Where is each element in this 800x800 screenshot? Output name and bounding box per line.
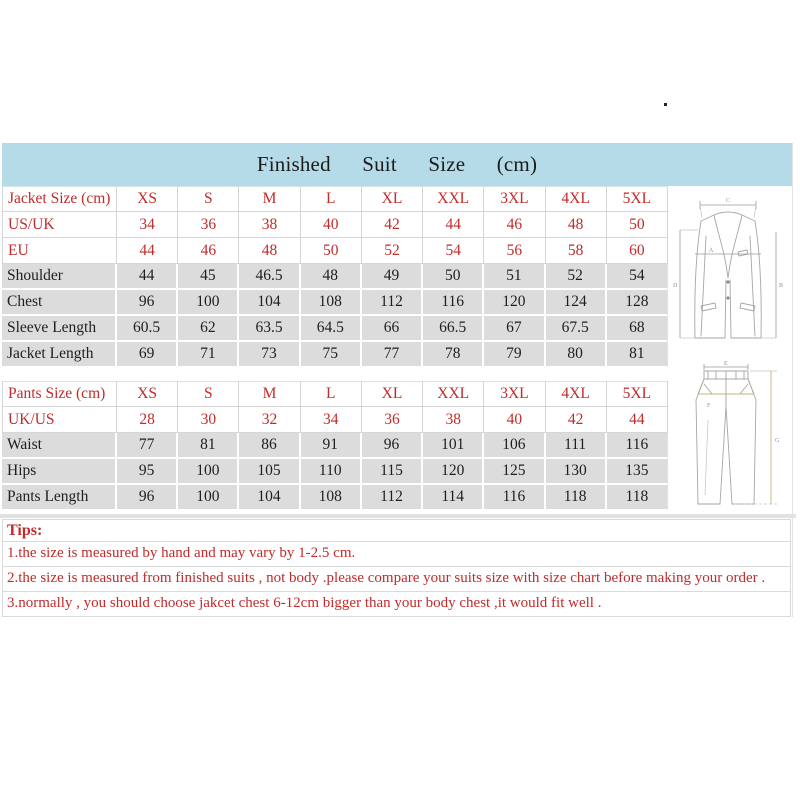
- table-row: [2, 264, 668, 290]
- size-cell: 81: [607, 342, 668, 368]
- size-cell: 42: [362, 212, 423, 238]
- size-cell: 48: [301, 264, 362, 290]
- size-cell: 77: [362, 342, 423, 368]
- size-column-header: L: [301, 186, 362, 212]
- size-cell: 106: [484, 433, 545, 459]
- size-cell: 71: [178, 342, 239, 368]
- size-cell: 49: [362, 264, 423, 290]
- size-cell: 67.5: [546, 316, 607, 342]
- size-cell: 52: [546, 264, 607, 290]
- size-cell: 104: [239, 485, 300, 511]
- size-cell: 46: [484, 212, 545, 238]
- size-cell: 54: [423, 238, 484, 264]
- size-column-header: 3XL: [484, 186, 545, 212]
- tip-item: 3.normally , you should choose jakcet chest 6-12cm bigger than your body chest ,it would fit well .: [2, 592, 791, 617]
- size-cell: 120: [484, 290, 545, 316]
- size-column-header: S: [178, 381, 239, 407]
- jacket-label-b: B: [779, 283, 784, 289]
- size-cell: 46.5: [239, 264, 300, 290]
- page-title: Finished Suit Size (cm): [256, 152, 538, 176]
- size-cell: 44: [117, 264, 178, 290]
- size-cell: 69: [117, 342, 178, 368]
- size-cell: 118: [546, 485, 607, 511]
- size-cell: 75: [301, 342, 362, 368]
- size-cell: 100: [178, 485, 239, 511]
- size-cell: 50: [301, 238, 362, 264]
- size-column-header: 5XL: [607, 186, 668, 212]
- size-cell: 63.5: [239, 316, 300, 342]
- size-column-header: M: [239, 186, 300, 212]
- table-row: [2, 238, 668, 264]
- size-column-header: 4XL: [546, 186, 607, 212]
- size-cell: 111: [546, 433, 607, 459]
- row-label: EU: [2, 238, 117, 264]
- size-cell: 108: [301, 485, 362, 511]
- row-label: Pants Length: [2, 485, 117, 511]
- size-cell: 66.5: [423, 316, 484, 342]
- size-cell: 116: [607, 433, 668, 459]
- size-cell: 95: [117, 459, 178, 485]
- size-cell: 46: [178, 238, 239, 264]
- measurement-diagrams: [668, 143, 793, 617]
- stray-dot: [664, 103, 667, 106]
- size-cell: 50: [423, 264, 484, 290]
- size-cell: 108: [301, 290, 362, 316]
- size-cell: 91: [301, 433, 362, 459]
- table-row: [2, 342, 668, 368]
- row-label: Chest: [2, 290, 117, 316]
- table-row: [2, 433, 668, 459]
- size-cell: 32: [239, 407, 300, 433]
- size-cell: 40: [484, 407, 545, 433]
- jacket-diagram: [668, 192, 788, 362]
- size-cell: 101: [423, 433, 484, 459]
- size-cell: 112: [362, 290, 423, 316]
- pants-size-table: [2, 381, 668, 511]
- size-cell: 96: [362, 433, 423, 459]
- size-cell: 80: [546, 342, 607, 368]
- size-cell: 38: [239, 212, 300, 238]
- size-cell: 54: [607, 264, 668, 290]
- size-cell: 60.5: [117, 316, 178, 342]
- pants-label-g: G: [775, 438, 780, 444]
- size-cell: 48: [546, 212, 607, 238]
- jacket-label-d: D: [673, 283, 678, 289]
- size-cell: 78: [423, 342, 484, 368]
- row-label: Sleeve Length: [2, 316, 117, 342]
- row-label: US/UK: [2, 212, 117, 238]
- size-cell: 34: [117, 212, 178, 238]
- size-cell: 104: [239, 290, 300, 316]
- jacket-table-header-row: [2, 186, 668, 212]
- size-cell: 116: [484, 485, 545, 511]
- size-column-header: XL: [362, 381, 423, 407]
- row-label: UK/US: [2, 407, 117, 433]
- table-row: [2, 290, 668, 316]
- size-cell: 100: [178, 459, 239, 485]
- size-cell: 124: [546, 290, 607, 316]
- size-cell: 86: [239, 433, 300, 459]
- size-cell: 105: [239, 459, 300, 485]
- size-cell: 44: [423, 212, 484, 238]
- size-cell: 130: [546, 459, 607, 485]
- size-cell: 30: [178, 407, 239, 433]
- size-cell: 116: [423, 290, 484, 316]
- size-cell: 73: [239, 342, 300, 368]
- size-column-header: 5XL: [607, 381, 668, 407]
- size-column-header: XS: [117, 381, 178, 407]
- row-label: Shoulder: [2, 264, 117, 290]
- table-header-label: Jacket Size (cm): [2, 186, 117, 212]
- size-cell: 28: [117, 407, 178, 433]
- size-cell: 64.5: [301, 316, 362, 342]
- size-column-header: XXL: [423, 381, 484, 407]
- size-cell: 62: [178, 316, 239, 342]
- table-row: [2, 485, 668, 511]
- size-cell: 120: [423, 459, 484, 485]
- size-cell: 36: [362, 407, 423, 433]
- size-cell: 34: [301, 407, 362, 433]
- size-cell: 51: [484, 264, 545, 290]
- size-cell: 114: [423, 485, 484, 511]
- size-cell: 50: [607, 212, 668, 238]
- size-cell: 66: [362, 316, 423, 342]
- size-cell: 38: [423, 407, 484, 433]
- size-cell: 79: [484, 342, 545, 368]
- size-cell: 42: [546, 407, 607, 433]
- size-cell: 48: [239, 238, 300, 264]
- size-cell: 40: [301, 212, 362, 238]
- size-cell: 52: [362, 238, 423, 264]
- size-column-header: XL: [362, 186, 423, 212]
- size-column-header: M: [239, 381, 300, 407]
- size-column-header: S: [178, 186, 239, 212]
- size-cell: 67: [484, 316, 545, 342]
- size-cell: 100: [178, 290, 239, 316]
- size-cell: 58: [546, 238, 607, 264]
- size-cell: 96: [117, 485, 178, 511]
- size-cell: 96: [117, 290, 178, 316]
- size-cell: 135: [607, 459, 668, 485]
- row-label: Jacket Length: [2, 342, 117, 368]
- jacket-label-c: C: [726, 198, 731, 204]
- size-cell: 68: [607, 316, 668, 342]
- size-cell: 112: [362, 485, 423, 511]
- size-cell: 44: [117, 238, 178, 264]
- size-cell: 77: [117, 433, 178, 459]
- tip-item: 2.the size is measured from finished suits , not body .please compare your suits size with size chart before making your order .: [2, 567, 791, 592]
- table-row: [2, 212, 668, 238]
- size-cell: 60: [607, 238, 668, 264]
- tip-item: 1.the size is measured by hand and may vary by 1-2.5 cm.: [2, 542, 791, 567]
- size-cell: 36: [178, 212, 239, 238]
- pants-table-header-row: [2, 381, 668, 407]
- row-label: Waist: [2, 433, 117, 459]
- row-label: Hips: [2, 459, 117, 485]
- size-cell: 115: [362, 459, 423, 485]
- size-column-header: 4XL: [546, 381, 607, 407]
- table-header-label: Pants Size (cm): [2, 381, 117, 407]
- size-cell: 56: [484, 238, 545, 264]
- pants-label-e: E: [724, 361, 728, 367]
- size-cell: 44: [607, 407, 668, 433]
- size-cell: 128: [607, 290, 668, 316]
- pants-diagram: [674, 360, 784, 510]
- size-cell: 118: [607, 485, 668, 511]
- table-row: [2, 459, 668, 485]
- table-row: [2, 316, 668, 342]
- pants-label-f: F: [707, 403, 711, 409]
- size-column-header: XXL: [423, 186, 484, 212]
- size-cell: 81: [178, 433, 239, 459]
- size-column-header: L: [301, 381, 362, 407]
- jacket-size-table: [2, 186, 668, 368]
- table-row: [2, 407, 668, 433]
- size-column-header: 3XL: [484, 381, 545, 407]
- size-cell: 45: [178, 264, 239, 290]
- size-column-header: XS: [117, 186, 178, 212]
- tips-heading: Tips:: [2, 520, 791, 542]
- jacket-label-a: A: [709, 248, 714, 254]
- size-cell: 110: [301, 459, 362, 485]
- size-cell: 125: [484, 459, 545, 485]
